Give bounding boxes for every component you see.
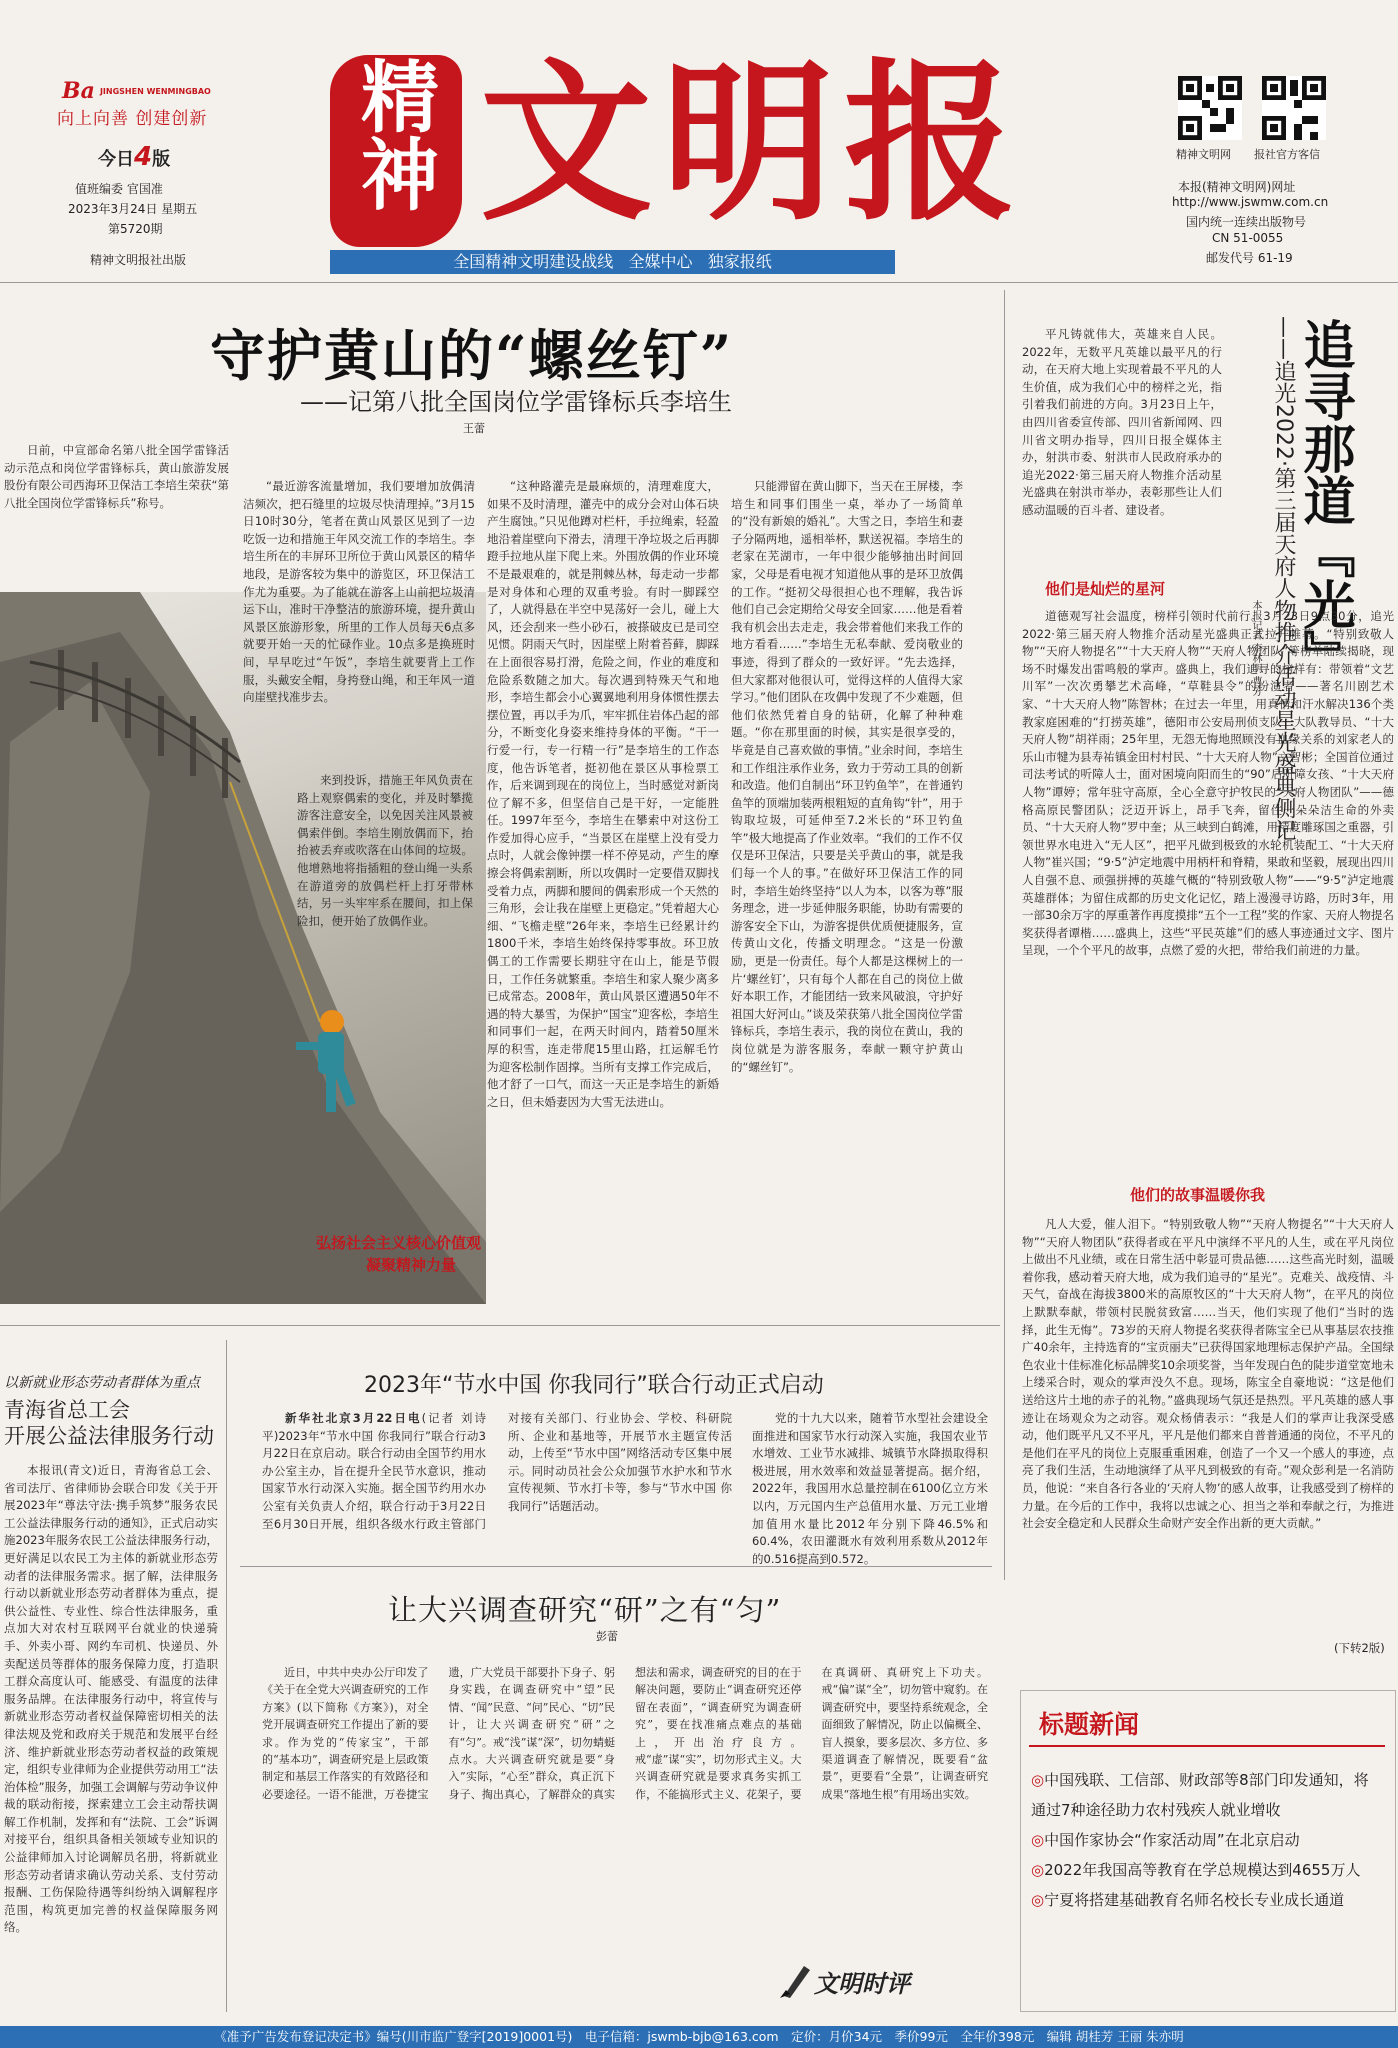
lead-subtitle: ——记第八批全国岗位学雷锋标兵李培生: [300, 388, 732, 416]
right-intro: 平凡铸就伟大，英雄来自人民。2022年，无数平凡英雄以最平凡的行动，在天府大地上实现着最不平凡的人生价值，成为我们心中的榜样之光，指引着我们前进的方向。3月23日上午，由四川省委宣传部、四川省新闻网、四川省文明办指导，四川日报全媒体主办，射洪市委、射洪市人民政府承办的追光2022·第三届天府人物推介活动星光盛典在射洪市举办，表彰那些让人们感动温暖的百斗者、建设者。: [1022, 327, 1222, 517]
headline-item-1[interactable]: ◎中国残联、工信部、财政部等8部门印发通知，将通过7种途径助力农村残疾人就业增收: [1031, 1771, 1369, 1819]
footer-bar: [0, 2026, 1398, 2048]
title-big: 文明报: [480, 41, 1026, 244]
qr1-label: 精神文明网: [1176, 148, 1231, 161]
nav-item-3[interactable]: 独家报纸: [707, 252, 772, 271]
left-kicker: 以新就业形态劳动者群体为重点: [4, 1375, 200, 1391]
headlines-list: [1031, 1765, 1383, 1915]
postal-code: 邮发代号 61-19: [1206, 251, 1293, 265]
qr-code-icon-2[interactable]: [1262, 76, 1326, 140]
inv-body: 近日，中共中央办公厅印发了《关于在全党大兴调查研究的工作方案》(以下简称《方案》)，对全党开展调查研究工作提出了新的要求。作为党的“传家宝”，干部的“基本功”，调查研究是上层政策制定和基层工作落实的有效路径和必要途径。一语不能泄，万卷捷宝遗，广大党员干部要扑下身子、躬身实践，在调查研究中“望”民情、“闻”民意、“问”民心、“切”民计，让大兴调查研究“研”之有“匀”。戒“浅”谋“深”，切勿蜻蜓点水。大兴调查研究就是要“身入”实际，“心至”群众，真正沉下身子、掏出真心，了解群众的真实想法和需求，调查研究的目的在于解决问题，要防止“调查研究还停留在表面”，“调查研究为调查研究”，要在找准痛点难点的基础上，开出治疗良方。戒“虚”谋“实”，切勿形式主义。大兴调查研究就是要求真务实抓工作，不能搞形式主义、花架子，要在真调研、真研究上下功夫。戒“偏”谋“全”，切勿管中窥豹。在调查研究中，要坚持系统观念，全面细致了解情况，防止以偏概全、盲人摸象，要多层次、多方位、多渠道调查了解情况，既要看“盆景”，更要看“全景”，让调查研究成果“落地生根”有用场出实效。: [262, 1666, 988, 1801]
lead-col-4: 只能滞留在黄山脚下，当天在王屏楼，李培生和同事们围坐一桌，举办了一场简单的“没有新娘的婚礼”。大雪之日，李培生和妻子分隔两地，遥相举杯，默送祝福。李培生的老家在芜湖市，一年中很少能够抽出时间回家，父母是看电视才知道他从事的是环卫放偶的工作。“挺初父母很担心也不理解，我告诉他们自己会定期给父母安全回家……他是看着我有机会出去走走，我会带着他们来我工作的地方看看……”李培生无私奉献、爱岗敬业的事迹，得到了群众的一致好评。“先去选择，但大家都对他很认可，觉得这样的人值得大家学习。”他们团队在攻偶中发现了不少难题，但他们依然凭着自身的钻研，化解了种种难题。“你在那里面的时候，其实是很享受的，毕竟是自己喜欢做的事情。”业余时间，李培生和工作组注承作业务，致力于劳动工具的创新和改造。他们自制出“环卫钓鱼竿”，在普通钓鱼竿的顶端加装两根粗短的直角钩“针”，用于钩取垃圾，可延伸至7.2米长的“环卫钓鱼竿”极大地提高了作业效率。“我们的工作不仅仅是环卫保洁，只要是关乎黄山的事，就是我们每一个人的事。”在做好环卫保洁工作的同时，李培生始终坚持“以人为本，以客为尊”服务理念，进一步延伸服务职能，协助有需要的游客安全下山，为游客提供优质便捷服务，宣传黄山文化，传播文明理念。“这是一份激励，更是一份责任。每个人都是这棵树上的一片‘螺丝钉’，只有每个人都在自己的岗位上做好本职工作，才能团结一致来风破浪，守护好祖国大好河山。”谈及荣获第八批全国岗位学雷锋标兵，李培生表示，我的岗位在黄山，我的岗位就是为游客服务，奉献一颗守护黄山的“螺丝钉”。: [731, 479, 963, 1074]
lead-col-3: “这种路灌壳是最麻烦的，清理难度大，如果不及时清理，灌壳中的成分会对山体石块产生腐蚀。”只见他蹲对栏杆，手拉绳索，轻盈地沿着崖壁向下滑去，清理干净垃圾之后再脚蹬手拉地从崖下爬上来。外围放偶的作业环境不是最艰难的，就是荆棘丛林，每走动一步都是对身体和心理的双重考验。有时一脚踩空了，人就得悬在半空中晃荡好一会儿，碰上大风，还会刮来一些小砂石，被搽破皮已是司空见惯。阴雨天气时，因崖壁上附着苔藓，脚踩在上面很容易打滑，危险之间，作业的难度和危险系数随之加大。每次遇到特殊天气和地形，李培生都会小心翼翼地利用身体惯性摆去摆位置，再以手为爪，牢牢抓住岩体凸起的部分，不断变化身姿来维持身体的平衡。“干一行爱一行，专一行精一行”是李培生的工作态度，他告诉笔者，挺初他在景区从事检票工作，后来调到现在的岗位上，当时感觉对新岗位了解不多，但坚信自己是干好，一定能胜任。1997年至今，李培生在攀索中对这份工作爱加得心应手，“当景区在崖壁上没有受力点时，人就会像钟摆一样不停晃动，产生的摩擦会将偶索割断，所以攻偶时一定要借双脚找受着力点，两脚和腰间的偶索形成一个天然的三角形，会让我在崖壁上更稳定。”凭着超大心细、“飞檐走壁”26年来，李培生已经累计约1800千米，李培生始终保持零事故。环卫放偶工的工作需要长期驻守在山上，能是节假日，工作任务就繁重。李培生和家人聚少离多已成常态。2008年，黄山风景区遭遇50年不遇的特大暴雪，为保护“国宝”迎客松，李培生和同事们一起，在两天时间内，踏着50厘米厚的积雪，连走带爬15里山路，扛运解毛竹为迎客松制作固撑。当所有支撑工作完成后，他才舒了一口气，而这一天正是李培生的新婚之日，但未婚妻因为大雪无法进山。: [487, 479, 719, 1109]
inv-title: 让大兴调查研究“研”之有“匀”: [388, 1593, 782, 1627]
photo-caption: 弘扬社会主义核心价值观 凝聚精神力量: [316, 1234, 482, 1274]
nav-item-2[interactable]: 全媒中心: [628, 252, 693, 271]
water-bottom-divider: [240, 1566, 992, 1567]
right-title: 追寻那道『光』: [1294, 318, 1355, 682]
nav-item-1[interactable]: 全国精神文明建设战线: [453, 252, 614, 271]
bullet-icon: ◎: [1031, 1831, 1045, 1849]
left-title-2: 开展公益法律服务行动: [4, 1424, 214, 1448]
brand-logo-mark: Ba: [62, 78, 95, 104]
masthead: [0, 0, 1398, 282]
brand-logo: [62, 78, 227, 104]
masthead-divider: [0, 282, 1398, 283]
right-section-2: 凡人大爱，催人泪下。“特别致敬人物”“天府人物提名”“十大天府人物”“天府人物团队”获得者或在平凡中演绎不平凡的人生，或在平凡岗位上做出不凡业绩，或在日常生活中彰显可贵品德……这些高光时刻，温暖着你我，感动着天府大地，成为我们追寻的“星光”。克难关、战疫情、斗天气，奋战在海拔3800米的高原牧区的“十大天府人物”，在平凡的岗位上默默奉献，带领村民脱贫致富……当天，他们实现了他们“当时的选择，此生无悔”。73岁的天府人物提名奖获得者陈宝全已从事基层农技推广40余年，主持选育的“宝贡丽夫”已获得国家地理标志保护产品。全国绿色农业十佳标准化标品牌奖10余项奖誉，当年发现白色的陡步道堂宽地未上缕采合时，观众的掌声没久不息。现场，陈宝全自豪地说：“这是他们送给这片土地的赤子的礼物。”盛典现场气氛还是热烈。平凡英雄的感人事迹让在场观众为之动容。观众杨倩表示：“我是人们的掌声让我深受感动，他们既平凡又不平凡，平凡是他们都来自普普通通的岗位，不平凡的是他们在平凡的岗位上克服重重困难，创造了一个又一个感人的事迹，点亮了我们生活，生动地演绎了从平凡到极致的有奇。”观众彭利是一名消防员，他说：“来自各行各业的‘天府人物’的感人故事，让我感受到了榜样的力量。在今后的工作中，我将以忠诚之心、担当之举和奉献之行，为推进社会安全稳定和人民群众生命财产安全作出新的更大贡献。”: [1022, 1217, 1394, 1531]
lead-author: 王蕾: [463, 422, 485, 435]
site-url[interactable]: http://www.jswmw.com.cn: [1172, 195, 1329, 209]
brush-pen-icon: [776, 1960, 816, 2000]
inv-author: 彭蕾: [596, 1630, 618, 1643]
headlines-title-rule: [1029, 1745, 1385, 1747]
lead-col-1-top: 日前，中宣部命名第八批全国学雷锋活动示范点和岗位学雷锋标兵，黄山旅游发展股份有限公司西海环卫保洁工李培生荣获“第八批全国岗位学雷锋标兵”称号。: [4, 443, 229, 510]
left-body: 本报讯(青文)近日，青海省总工会、省司法厅、省律师协会联合印发《关于开展2023年“尊法守法·携手筑梦”服务农民工公益法律服务行动的通知》，正式启动实施2023年服务农民工公益法律服务行动，更好满足以农民工为主体的新就业形态劳动者的法律服务需求。据了解，法律服务行动以新就业形态劳动者群体为重点，提供公益性、专业性、综合性法律服务，重点加大对农村互联网平台就业的快递骑手、外卖小哥、网约车司机、快递员、外卖配送员等群体的服务保障力度，打造职工群众高度认可、能感受、有温度的法律服务品牌。在法律服务行动中，将宣传与新就业形态劳动者权益保障密切相关的法律法规及党和政府关于规范和发展平台经济、维护新就业形态劳动者权益的政策规定，组织专业律师为企业提供劳动用工“法治体检”服务，加强工会调解与劳动争议仲裁的联动衔接，探索建立工会主动帮扶调解工作机制，发挥和有“法院、工会”诉调对接平台，组织具备相关领域专业知识的公益律师加入讨论调解员名册，将新就业形态劳动者请求确认劳动关系、支付劳动报酬、工伤保险待遇等纠纷纳入调解程序范围，构筑更加完善的权益保障服务网络。: [4, 1463, 218, 1935]
editor-line: 值班编委 官国准: [75, 182, 163, 196]
today-pages: 今日4版: [98, 142, 171, 172]
title-small: 精神: [348, 56, 439, 212]
right-reporter: 本报记者 李林明 曹芳: [1250, 600, 1261, 697]
footer-text: 《准予广告发布登记决定书》编号(川市监广登字[2019]0001号) 电子信箱：jswmb-bjb@163.com 定价：月价34元 季价99元 全年价398元 编辑 胡桂芳 王丽 朱亦明: [214, 2029, 1184, 2044]
site-name: 本报(精神文明网)网址: [1178, 180, 1296, 194]
headlines-title: 标题新闻: [1039, 1710, 1140, 1739]
cn-label: 国内统一连续出版物号: [1186, 215, 1307, 229]
date-line: 2023年3月24日 星期五: [68, 202, 198, 216]
headline-item-2[interactable]: ◎中国作家协会“作家活动周”在北京启动: [1031, 1831, 1300, 1849]
bullet-icon: ◎: [1031, 1771, 1045, 1789]
brand-en: JINGSHEN WENMINGBAO: [99, 87, 211, 96]
water-body-1: 新华社北京3月22日电(记者 刘诗平)2023年“节水中国 你我同行”联合行动3月22日在京启动。联合行动由全国节约用水办公室主办，旨在提升全民节水意识，推动国家节水行动深入实施。据全国节约用水办公室有关负责人介绍，联合行动于3月22日至6月30日开展，组织各级水行政主管部门对接有关部门、行业协会、学校、科研院所、企业和基地等，开展节水主题宣传活动，上传至“节水中国”网络活动专区集中展示。同时动员社会公众加强节水护水和节水宣传视频、节水打卡等，参与“节水中国 你我同行”话题活动。: [262, 1411, 732, 1531]
continue-note: (下转2版): [1334, 1641, 1385, 1655]
lead-col-2: “最近游客流量增加，我们要增加放偶清洁频次，把石缝里的垃圾尽快清理掉。”3月15日10时30分，笔者在黄山风景区见到了一边吃饭一边和措施王年风交流工作的李培生。李培生所在的丰屏环卫所位于黄山风景区的精华地段，是游客较为集中的游览区，环卫保洁工作尤为重要。为了能就在游客上山前把垃圾清运下山，准时干净整洁的旅游环境，提升黄山风景区旅游形象，所里的工作人员每天6点多就要开始一天的忙碌作业。10点多是换班时间，早早吃过“午饭”，李培生就要背上工作服，头戴安全帽，身挎登山绳，和王年风一道向崖壁找准步去。: [243, 479, 475, 705]
qr2-label: 报社官方客信: [1254, 148, 1320, 161]
pen-logo: [776, 1960, 926, 2000]
bullet-icon: ◎: [1031, 1891, 1045, 1909]
left-story-divider: [226, 1340, 227, 2012]
pen-title: 文明时评: [814, 1969, 910, 1998]
lead-bottom-divider: [0, 1325, 1000, 1326]
bullet-icon: ◎: [1031, 1861, 1045, 1879]
qr-code-icon[interactable]: [1178, 76, 1242, 140]
slogan: 向上向善 创建创新: [57, 109, 208, 129]
water-headline: 2023年“节水中国 你我同行”联合行动正式启动: [364, 1373, 824, 1398]
lead-col-1b: 来到投诉，措施王年风负责在路上观察偶索的变化，并及时攀揽游客注意安全，以免因关注风景被偶索伴倒。李培生刚放偶而下，抬抬被丢弃或吹落在山体间的垃圾。他增熟地将指插粗的登山绳一头系在游道旁的放偶栏杆上打牙带林结，另一头牢牢系在腰间，扣上保险扣，便开始了放偶作业。: [297, 773, 473, 928]
headlines-box: [1020, 1690, 1396, 2012]
right-section-1: 道德观写社会温度，榜样引领时代前行。3月23日9点30分，追光2022·第三届天府人物推介活动星光盛典正式拉开帷幕。“特别致敬人物”“天府人物提名”“十大天府人物”“天府人物团队”等榜单陆续揭晓，现场不时爆发出雷鸣般的掌声。盛典上，我们追寻的榜样有：带领着“文艺川军”一次次勇攀艺术高峰，“草鞋县令”的扮演者——著名川剧艺术家、“十大天府人物”陈智林；在过去一年里，用真情和汗水解决136个类教家庭困难的“打捞英雄”，德阳市公安局刑侦支队一大队教导员、“十大天府人物”胡祥雨；25年里，无怨无悔地照顾没有血缘关系的刘家老人的乐山市犍为县寿祐镇金田村村民、“十大天府人物”文智彬；全国首位通过司法考试的听障人士，面对困境向阳而生的“90”后听障女孩、“十大天府人物”谭婷；常年驻守高原，全心全意守护牧民的“天府人物团队”——德格高原民警团队；泛迈开诉上，昂手飞奔，留住一朵朵洁生命的外卖员、“十大天府人物”罗中奎；从三峡到白鹤滩，用精度雕琢国之重器，引领世界水电进入“无人区”，把平凡做到极致的水轮机装配工、“十大天府人物”崔兴国；“9·5”泸定地震中用柄杆和脊精，果敢和坚毅，展现出四川人自强不息、顽强拼搏的英雄气概的“特别致敬人物”——“9·5”泸定地震英雄群体；为留住成都的历史文化记忆，踏上漫漫寻访路，历时3年，用一部30余万字的厚重著作再度摸排“五个一工程”奖的作家、天府人物提名奖获得者谭楷……盛典上，这些“平民英雄”们的感人事迹通过文字、图片呈现，一个个平凡的故事，点燃了爱的火把，带给我们前进的力量。: [1022, 609, 1394, 958]
right-divider: [1004, 290, 1005, 1580]
headline-item-4[interactable]: ◎宁夏将搭建基础教育名师名校长专业成长通道: [1031, 1891, 1345, 1909]
lead-title: 守护黄山的“螺丝钉”: [210, 323, 734, 388]
right-section-1-title: 他们是灿烂的星河: [1045, 580, 1166, 598]
left-title-1: 青海省总工会: [4, 1398, 130, 1422]
headline-item-3[interactable]: ◎2022年我国高等教育在学总规模达到4655万人: [1031, 1861, 1361, 1879]
right-section-2-title: 他们的故事温暖你我: [1130, 1186, 1266, 1204]
issue-line: 第5720期: [108, 222, 163, 236]
right-subtitle: ——追光2022·第三届天府人物推介活动星光盛典侧记: [1271, 316, 1296, 841]
cn-number: CN 51-0055: [1212, 231, 1284, 245]
water-body-2: 党的十九大以来，随着节水型社会建设全面推进和国家节水行动深入实施，我国农业节水增效、工业节水减排、城镇节水降损取得积极进展，用水效率和效益显著提高。据介绍，2022年，我国用水总量控制在6100亿立方米以内，万元国内生产总值用水量、万元工业增加值用水量比2012年分别下降46.5%和60.4%，农田灌溉水有效利用系数从2012年的0.516提高到0.572。: [752, 1411, 988, 1566]
publisher-line: 精神文明报社出版: [90, 253, 187, 267]
masthead-nav: [330, 250, 895, 274]
